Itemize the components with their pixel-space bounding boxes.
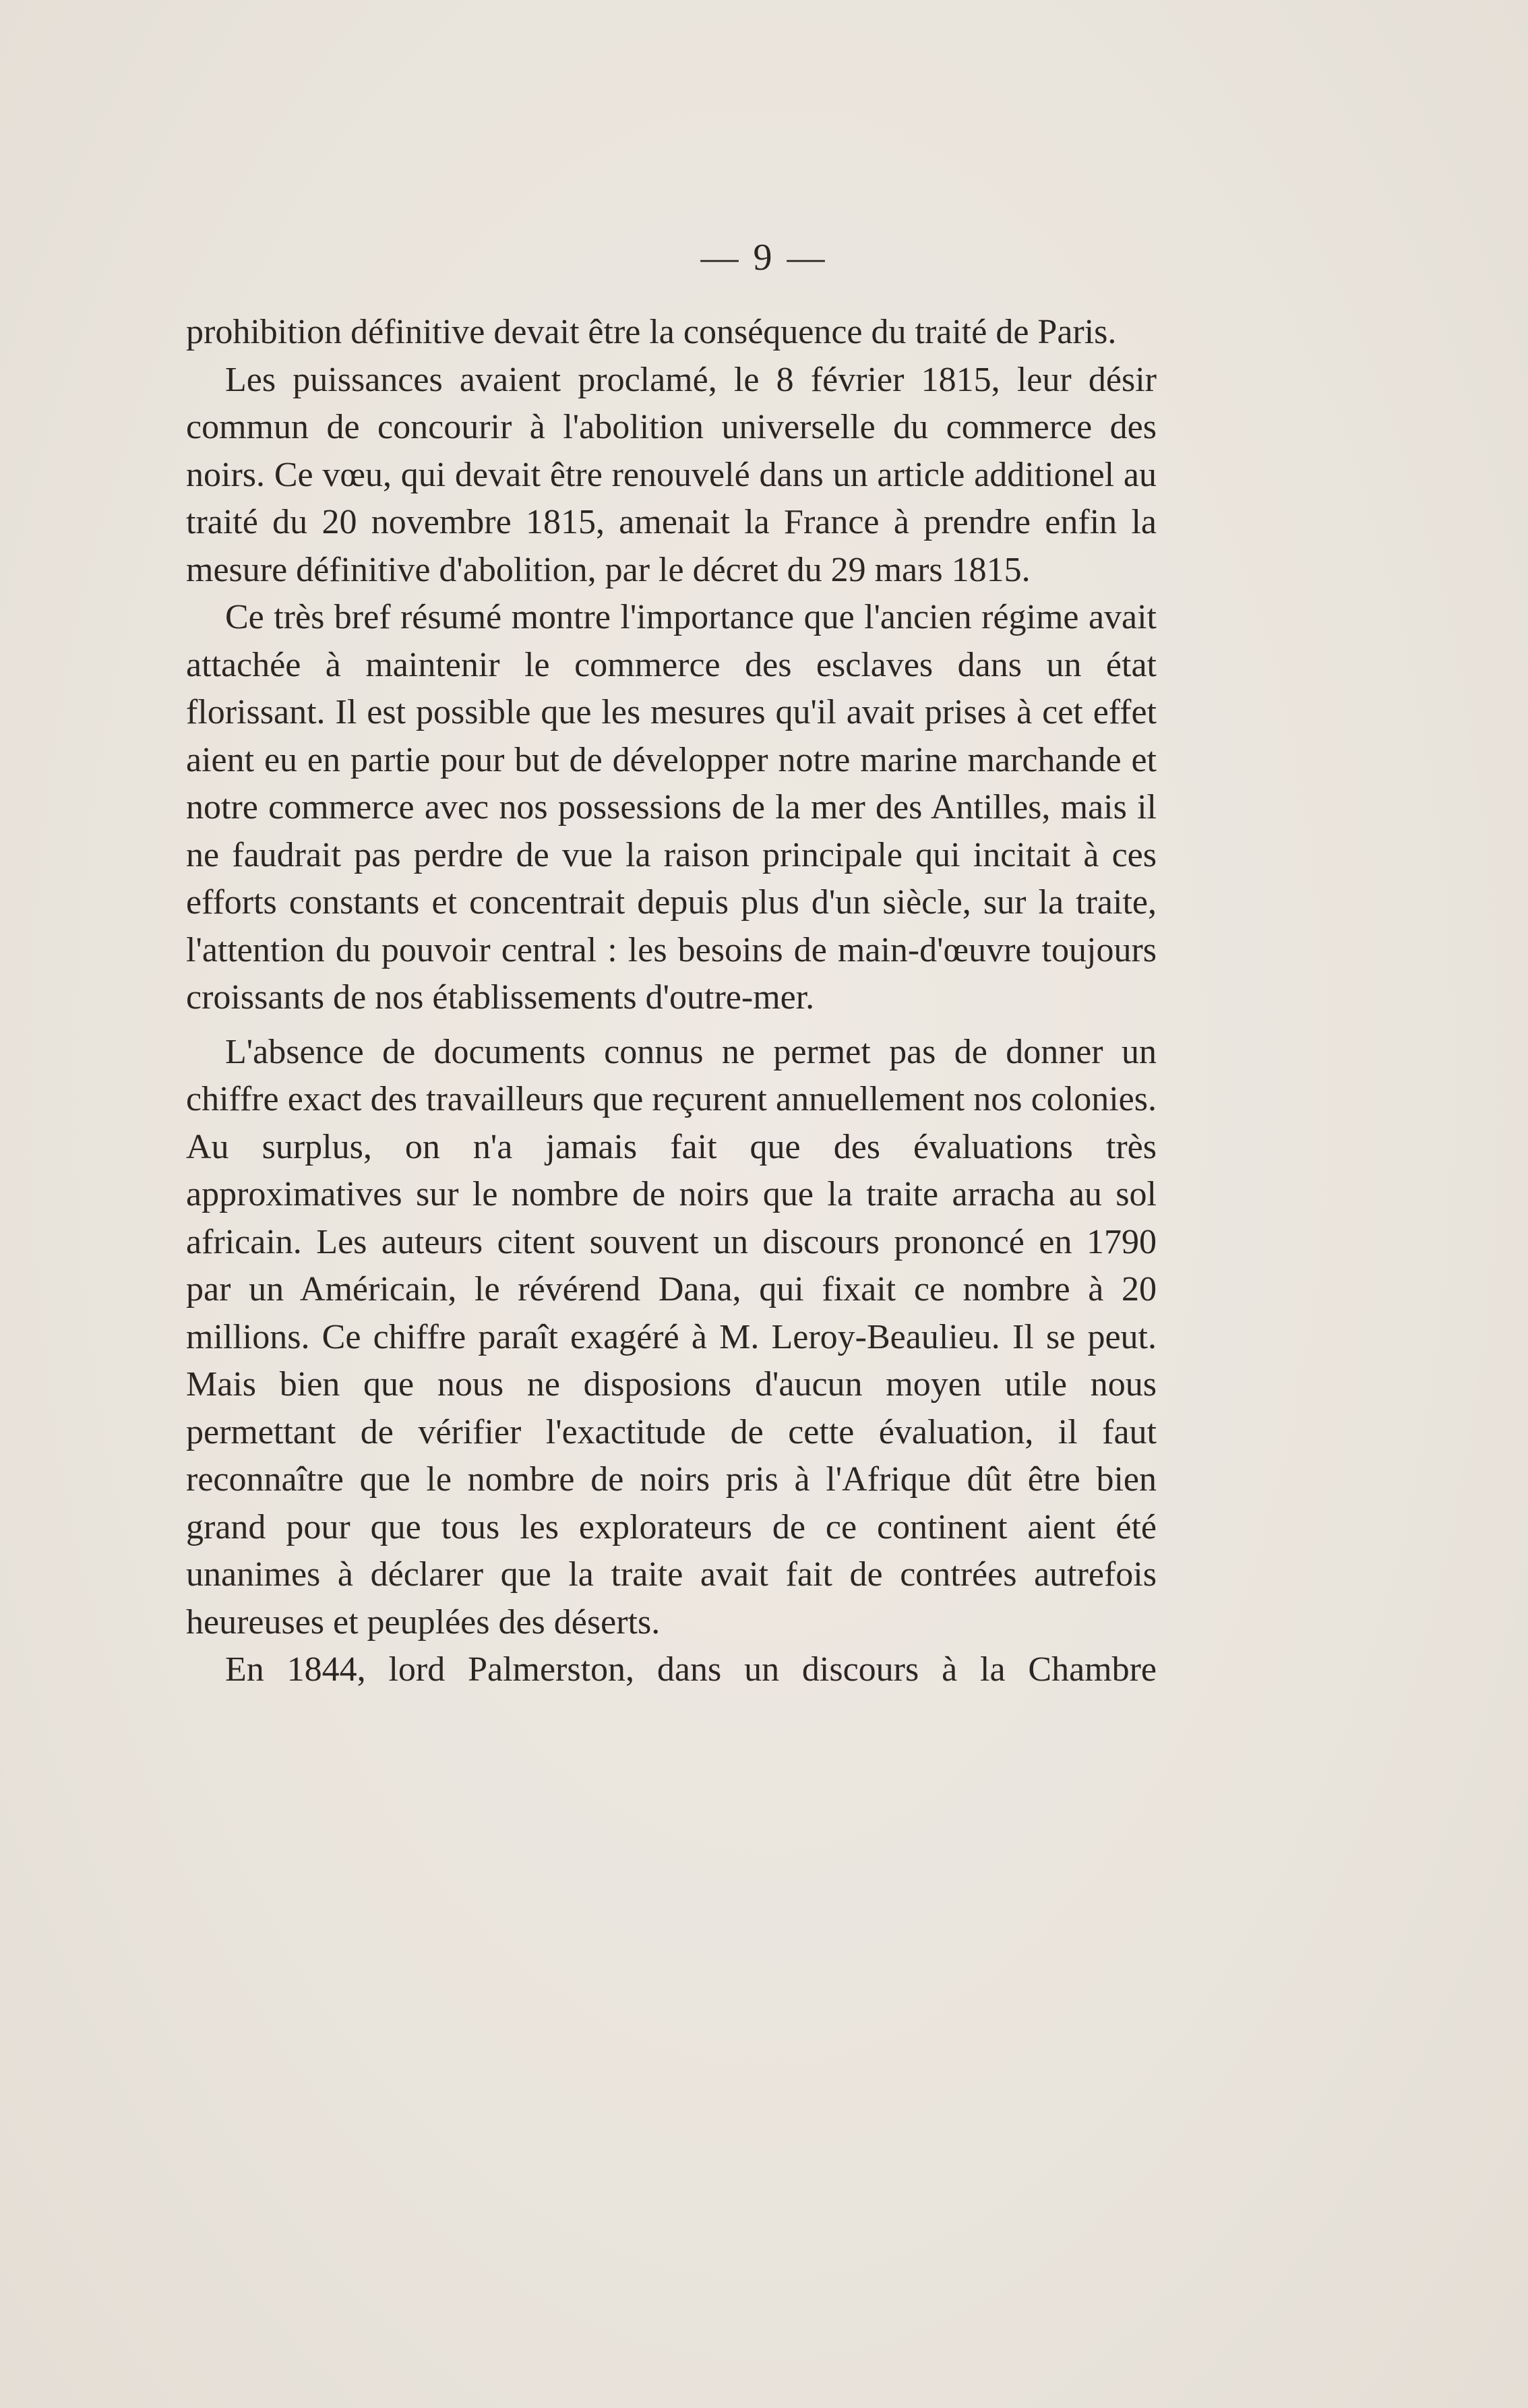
- page-number: — 9 —: [700, 237, 828, 278]
- paragraph-2: Les puissances avaient proclamé, le 8 février 1815, leur désir commun de concourir à l'abolition universelle du commerce des noirs. Ce vœu, qui devait être renouvelé dans un article additionel au traité du 20 novembre 1815, amenait la France à prendre enfin la mesure définitive d'abolition, par le décret du 29 mars 1815.: [186, 360, 1157, 589]
- paragraph-1: prohibition définitive devait être la conséquence du traité de Paris.: [186, 313, 1117, 351]
- paragraph-3: Ce très bref résumé montre l'importance que l'ancien régime avait attachée à maintenir le commerce des esclaves dans un état florissant. Il est possible que les mesures qu'il avait prises à cet effet aient eu en partie pour but de développer notre marine marchande et notre commerce avec nos possessions de la mer des Antilles, mais il ne faudrait pas perdre de vue la raison principale qui incitait à ces efforts constants et concentrait depuis plus d'un siècle, sur la traite, l'attention du pouvoir central : les besoins de main-d'œuvre toujours croissants de nos établissements d'outre-mer.: [186, 598, 1157, 1017]
- paragraph-5: En 1844, lord Palmerston, dans un discours à la Chambre: [225, 1650, 1157, 1689]
- paragraph-4: L'absence de documents connus ne permet pas de donner un chiffre exact des travailleurs que reçurent annuellement nos colonies. Au surplus, on n'a jamais fait que des évaluations très approximatives sur le nombre de noirs que la traite arracha au sol africain. Les auteurs citent souvent un discours prononcé en 1790 par un Américain, le révérend Dana, qui fixait ce nombre à 20 millions. Ce chiffre paraît exagéré à M. Leroy-Beaulieu. Il se peut. Mais bien que nous ne disposions d'aucun moyen utile nous permettant de vérifier l'exactitude de cette évaluation, il faut reconnaître que le nombre de noirs pris à l'Afrique dût être bien grand pour que tous les explorateurs de ce continent aient été unanimes à déclarer que la traite avait fait de contrées autrefois heureuses et peuplées des déserts.: [186, 1032, 1157, 1642]
- body-text: [186, 309, 1157, 1694]
